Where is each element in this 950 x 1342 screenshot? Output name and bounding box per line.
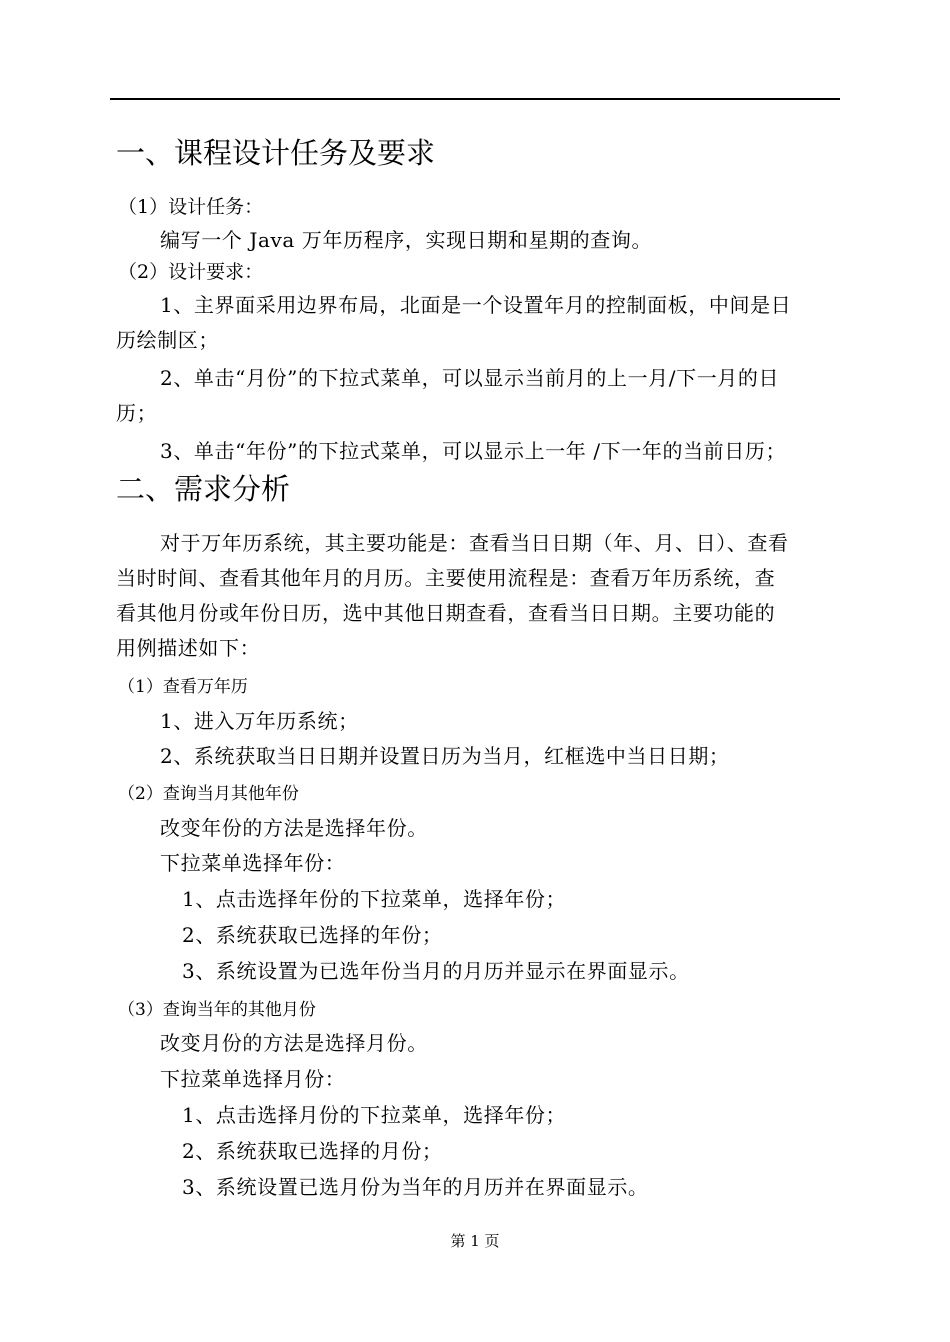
use-case-1-step-1: 1、进入万年历系统； xyxy=(160,709,359,733)
requirement-1: 1、主界面采用边界布局，北面是一个设置年月的控制面板，中间是日 xyxy=(160,293,792,317)
use-case-3-method: 改变月份的方法是选择月份。 xyxy=(160,1031,428,1055)
header-rule xyxy=(110,98,840,100)
task-label: （1）设计任务： xyxy=(118,196,264,218)
intro-paragraph-line-3: 看其他月份或年份日历，选中其他日期查看，查看当日日期。主要功能的 xyxy=(116,601,776,625)
use-case-2-title: （2）查询当月其他年份 xyxy=(118,784,299,804)
intro-paragraph-line-4: 用例描述如下： xyxy=(116,636,261,660)
requirements-label: （2）设计要求： xyxy=(118,261,264,283)
section-heading-1: 一、课程设计任务及要求 xyxy=(116,136,436,170)
requirement-2: 2、单击“月份”的下拉式菜单，可以显示当前月的上一月/下一月的日 xyxy=(160,366,780,390)
use-case-2-step-1: 1、点击选择年份的下拉菜单，选择年份； xyxy=(182,887,567,911)
page-number: 第 1 页 xyxy=(450,1232,500,1250)
use-case-3-menu: 下拉菜单选择月份： xyxy=(160,1067,346,1091)
use-case-3-title: （3）查询当年的其他月份 xyxy=(118,1000,316,1020)
section-heading-2: 二、需求分析 xyxy=(116,472,291,506)
use-case-3-step-2: 2、系统获取已选择的月份； xyxy=(182,1139,443,1163)
task-text: 编写一个 Java 万年历程序，实现日期和星期的查询。 xyxy=(160,228,653,252)
use-case-2-menu: 下拉菜单选择年份： xyxy=(160,851,346,875)
intro-paragraph-line-1: 对于万年历系统，其主要功能是：查看当日日期（年、月、日）、查看 xyxy=(160,531,789,555)
use-case-2-step-2: 2、系统获取已选择的年份； xyxy=(182,923,443,947)
use-case-1-title: （1）查看万年历 xyxy=(118,677,248,697)
requirement-3: 3、单击“年份”的下拉式菜单，可以显示上一年 /下一年的当前日历； xyxy=(160,439,787,463)
intro-paragraph-line-2: 当时时间、查看其他年月的月历。主要使用流程是：查看万年历系统，查 xyxy=(116,566,776,590)
use-case-3-step-1: 1、点击选择月份的下拉菜单，选择年份； xyxy=(182,1103,567,1127)
requirement-1-cont: 历绘制区； xyxy=(116,328,219,352)
use-case-2-step-3: 3、系统设置为已选年份当月的月历并显示在界面显示。 xyxy=(182,959,690,983)
use-case-3-step-3: 3、系统设置已选月份为当年的月历并在界面显示。 xyxy=(182,1175,649,1199)
use-case-1-step-2: 2、系统获取当日日期并设置日历为当月，红框选中当日日期； xyxy=(160,744,730,768)
requirement-2-cont: 历； xyxy=(116,401,158,425)
use-case-2-method: 改变年份的方法是选择年份。 xyxy=(160,816,428,840)
